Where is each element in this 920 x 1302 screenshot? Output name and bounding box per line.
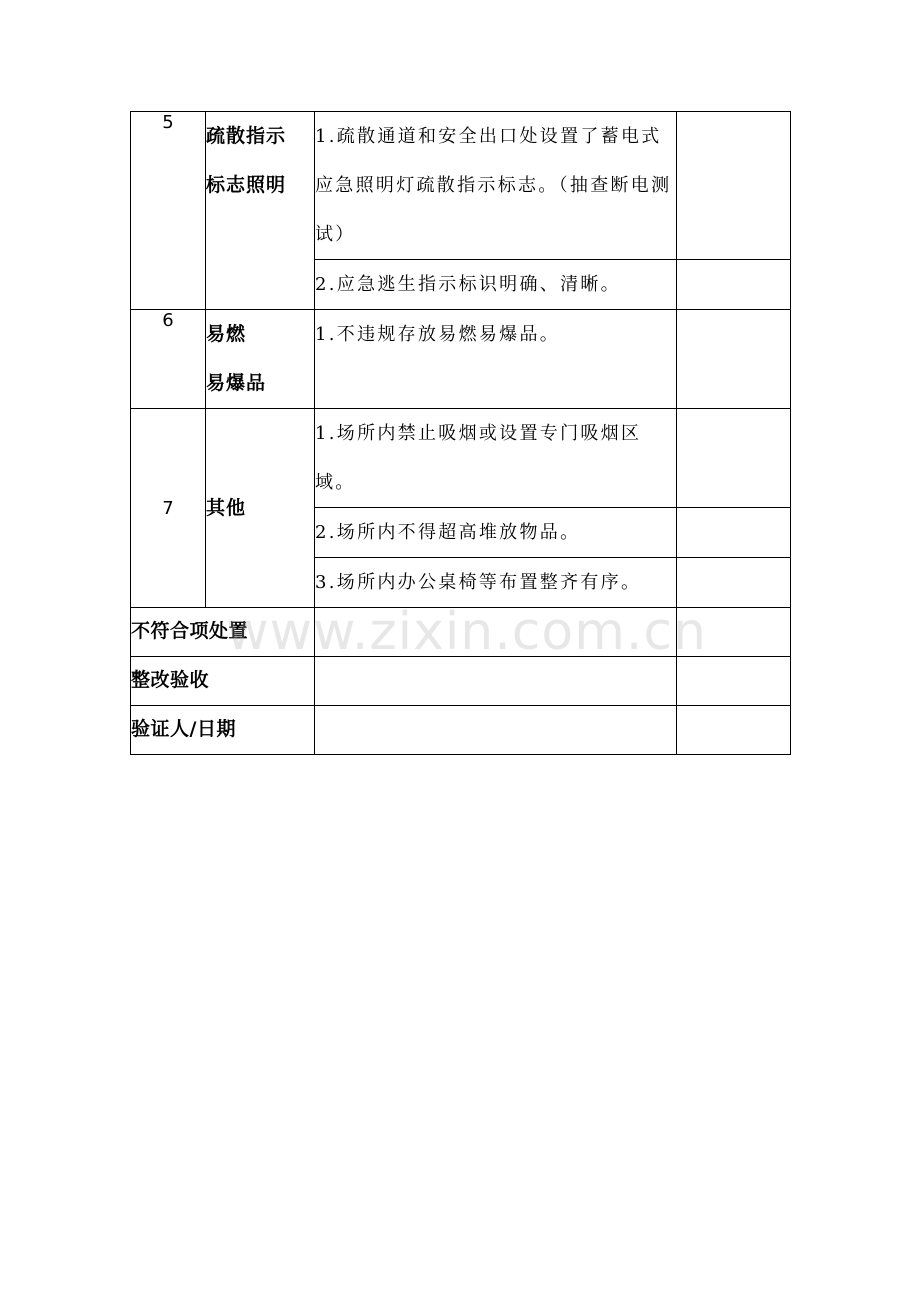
- result-cell: [677, 558, 791, 608]
- inspection-table: [130, 111, 791, 755]
- check-content: 3.场所内办公桌椅等布置整齐有序。: [315, 558, 677, 608]
- item-name-line: 疏散指示: [206, 125, 287, 147]
- item-name: [206, 112, 315, 310]
- rectification-extra-cell: [677, 657, 791, 706]
- table-row: [131, 657, 791, 706]
- check-content: 2.应急逃生指示标识明确、清晰。: [315, 260, 677, 310]
- verifier-extra-cell: [677, 706, 791, 755]
- result-cell: [677, 112, 791, 260]
- row-number: 6: [131, 310, 206, 409]
- nonconformity-label: 不符合项处置: [131, 608, 315, 657]
- nonconformity-extra-cell: [677, 608, 791, 657]
- check-content: 2.场所内不得超高堆放物品。: [315, 508, 677, 558]
- result-cell: [677, 310, 791, 409]
- row-number: 7: [131, 409, 206, 608]
- table-row: [131, 706, 791, 755]
- result-cell: [677, 508, 791, 558]
- check-content: 1.疏散通道和安全出口处设置了蓄电式应急照明灯疏散指示标志。（抽查断电测试）: [315, 112, 677, 260]
- table-row: [131, 409, 791, 508]
- verifier-value-cell: [315, 706, 677, 755]
- table-row: [131, 310, 791, 409]
- item-name-line: 易爆品: [206, 372, 267, 394]
- check-content: 1.场所内禁止吸烟或设置专门吸烟区域。: [315, 409, 677, 508]
- watermark: www.zixin.com.cn: [226, 602, 707, 662]
- result-cell: [677, 409, 791, 508]
- item-name-line: 标志照明: [206, 174, 287, 196]
- row-number: 5: [131, 112, 206, 310]
- verifier-label: 验证人/日期: [131, 706, 315, 755]
- result-cell: [677, 260, 791, 310]
- item-name: [206, 409, 315, 608]
- rectification-label: 整改验收: [131, 657, 315, 706]
- check-content: 1.不违规存放易燃易爆品。: [315, 310, 677, 409]
- item-name-line: 其他: [206, 496, 247, 519]
- table-row: [131, 608, 791, 657]
- item-name: [206, 310, 315, 409]
- item-name-line: 易燃: [206, 323, 247, 345]
- rectification-value-cell: [315, 657, 677, 706]
- table-row: [131, 112, 791, 260]
- nonconformity-value-cell: [315, 608, 677, 657]
